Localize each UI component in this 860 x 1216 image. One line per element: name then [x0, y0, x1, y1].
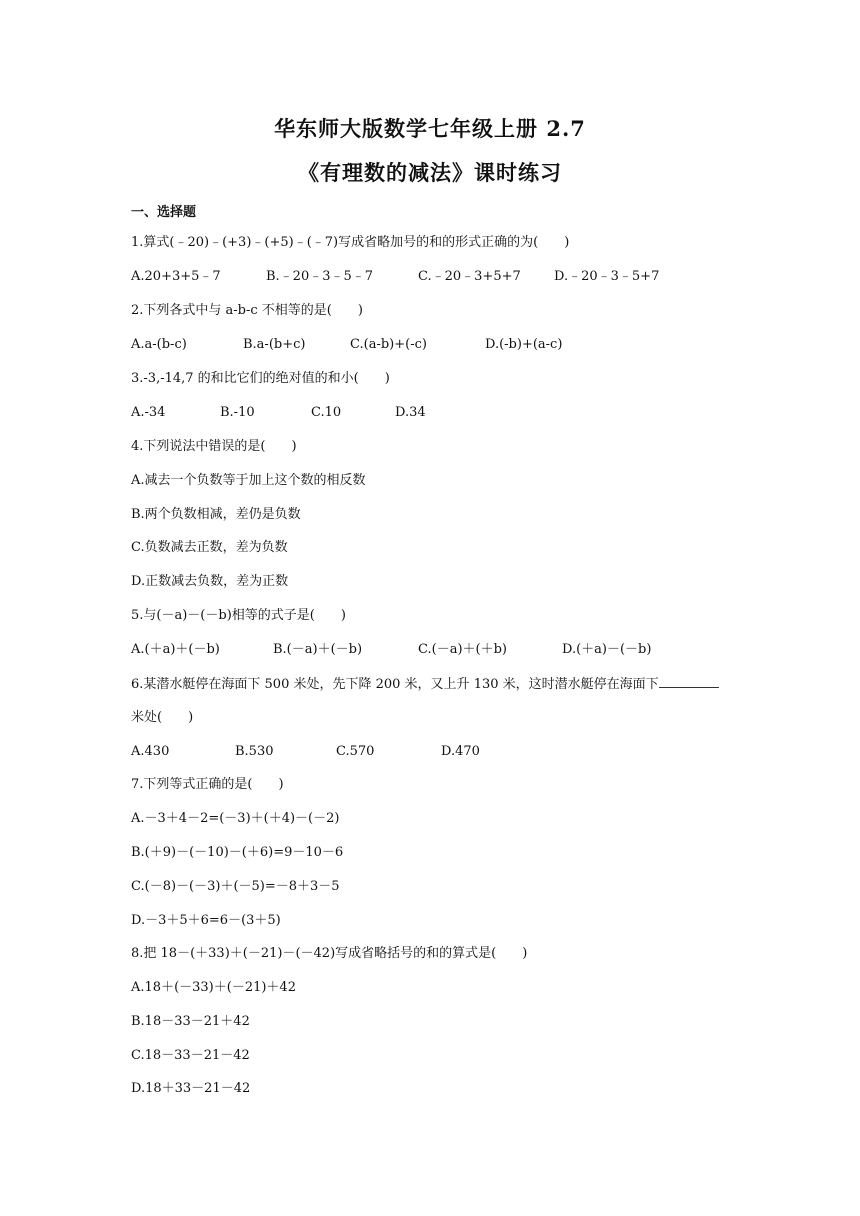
option-b: B.530: [235, 744, 274, 759]
question-7-option-a: A.－3＋4－2=(－3)＋(＋4)－(－2): [131, 811, 340, 826]
option-c: C.﹣20﹣3+5+7: [418, 269, 521, 284]
option-b: B.﹣20﹣3﹣5﹣7: [266, 269, 374, 284]
option-b: B.(－a)＋(－b): [273, 642, 363, 657]
option-d: D.﹣20﹣3﹣5+7: [554, 269, 660, 284]
option-d: D.(＋a)－(－b): [562, 642, 652, 657]
option-c: C.(a-b)+(-c): [350, 337, 427, 352]
option-a: A.430: [131, 744, 170, 759]
option-b: B.a-(b+c): [243, 337, 306, 352]
question-4-stem: 4.下列说法中错误的是( ): [131, 439, 297, 454]
question-4-option-d: D.正数减去负数，差为正数: [131, 574, 289, 589]
question-8-option-c: C.18－33－21－42: [131, 1048, 250, 1063]
option-c: C.10: [311, 405, 342, 420]
option-a: A.a-(b-c): [131, 337, 187, 352]
question-8-option-a: A.18＋(－33)＋(－21)＋42: [131, 980, 296, 995]
question-6-stem: [131, 675, 719, 694]
question-4-option-a: A.减去一个负数等于加上这个数的相反数: [131, 473, 366, 488]
question-8-stem: 8.把 18－(＋33)＋(－21)－(－42)写成省略括号的和的算式是( ): [131, 946, 528, 961]
question-6-text: 6.某潜水艇停在海面下 500 米处，先下降 200 米，又上升 130 米，这时潜水艇停在海面下: [131, 677, 659, 692]
option-c: C.570: [336, 744, 375, 759]
question-8-option-d: D.18＋33－21－42: [131, 1081, 251, 1096]
option-a: A.(＋a)＋(－b): [131, 642, 220, 657]
question-7-option-c: C.(－8)－(－3)＋(－5)=－8＋3－5: [131, 879, 340, 894]
question-4-option-c: C.负数减去正数，差为负数: [131, 540, 288, 555]
question-7-option-d: D.－3＋5＋6=6－(3＋5): [131, 913, 281, 928]
option-d: D.34: [395, 405, 426, 420]
question-4-option-b: B.两个负数相减，差仍是负数: [131, 507, 301, 522]
option-d: D.470: [441, 744, 480, 759]
option-a: A.-34: [131, 405, 166, 420]
question-1-stem: 1.算式(﹣20)﹣(+3)﹣(+5)﹣(﹣7)写成省略加号的和的形式正确的为( ): [131, 235, 570, 250]
question-7-option-b: B.(＋9)－(－10)－(＋6)=9－10－6: [131, 845, 344, 860]
question-2-stem: 2.下列各式中与 a-b-c 不相等的是( ): [131, 303, 363, 318]
section-heading: 一、选择题: [131, 205, 197, 220]
option-c: C.(－a)＋(＋b): [418, 642, 507, 657]
option-a: A.20+3+5﹣7: [131, 269, 221, 284]
question-7-stem: 7.下列等式正确的是( ): [131, 777, 284, 792]
option-d: D.(-b)+(a-c): [485, 337, 563, 352]
option-b: B.-10: [220, 405, 255, 420]
question-3-stem: 3.-3,-14,7 的和比它们的绝对值的和小( ): [131, 371, 390, 386]
question-6-stem-cont: 米处( ): [131, 710, 194, 725]
question-5-stem: 5.与(－a)－(－b)相等的式子是( ): [131, 608, 346, 623]
question-8-option-b: B.18－33－21＋42: [131, 1014, 250, 1029]
page-title: 华东师大版数学七年级上册 2.7: [274, 116, 586, 141]
answer-blank: [659, 675, 719, 688]
page-subtitle: 《有理数的减法》课时练习: [298, 160, 562, 185]
